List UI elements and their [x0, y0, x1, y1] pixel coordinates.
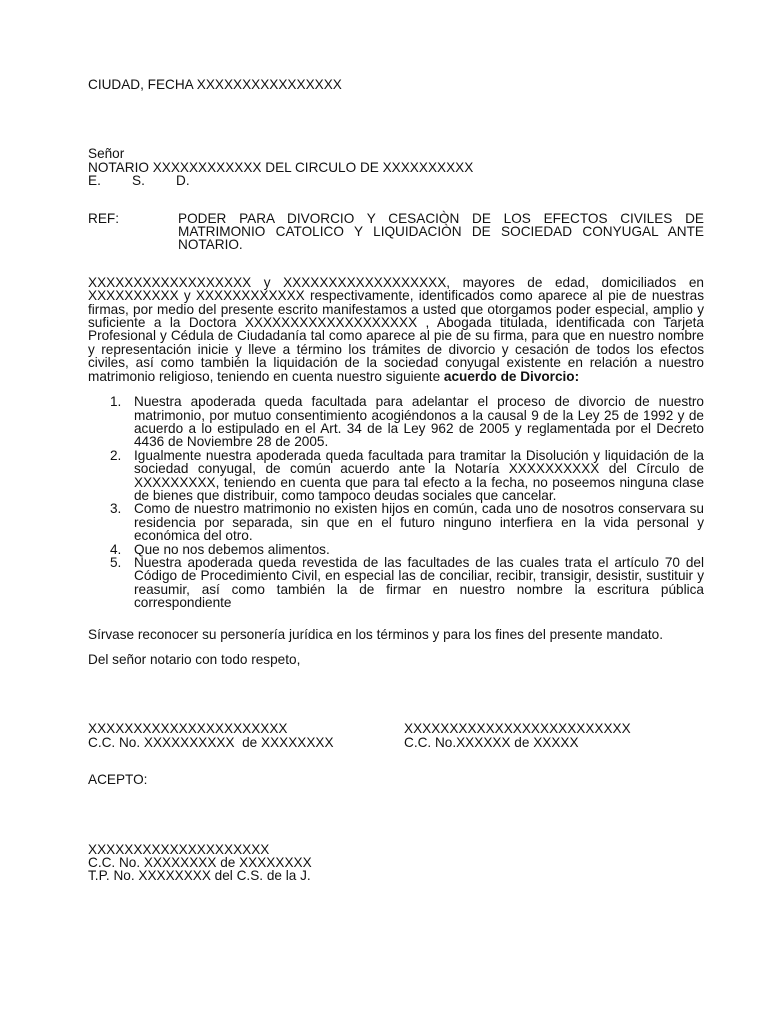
list-item [110, 395, 704, 449]
signature-left-name: XXXXXXXXXXXXXXXXXXXXXX [88, 721, 288, 737]
intro-text: XXXXXXXXXXXXXXXXXX y XXXXXXXXXXXXXXXXXX, mayores de edad, domiciliados en XXXXXXXXXX y XXXXXXXXXXXX respectivamente, identificados como aparece al pie de nuestras firmas, por medio del presente escrito manifestamos a usted que otorgamos poder especial, amplio y suficiente a la Doctora XXXXXXXXXXXXXXXXXXX , Abogada titulada, identificada con Tarjeta Profesional y Cédula de Ciudadanía tal como aparece al pie de su firma, para que en nuestro nombre y representación inicie y lleve a término los trámites de divorcio y cesación de todos los efectos civiles, así como también la liquidación de la sociedad conyugal existente en relación a nuestro matrimonio religioso, teniendo en cuenta nuestro siguiente [88, 274, 704, 384]
esd-line [88, 174, 704, 187]
spacer [88, 787, 704, 843]
intro-bold-text: acuerdo de Divorcio: [443, 368, 580, 384]
list-item-text: Nuestra apoderada queda facultada para adelantar el proceso de divorcio de nuestro matrimonio, por mutuo consentimiento acogiéndonos a la causal 9 de la Ley 25 de 1992 y de acuerdo a lo estipulado en el Art. 34 de la Ley 962 de 2005 y reglamentada por el Decreto 4436 de Noviembre 28 de 2005. [134, 394, 704, 450]
spacer [88, 666, 704, 722]
notary-line: NOTARIO XXXXXXXXXXXX DEL CIRCULO DE XXXXXXXXXX [88, 159, 474, 175]
list-item-text: Igualmente nuestra apoderada queda facultada para tramitar la Disolución y liquidación de la sociedad conyugal, de común acuerdo ante la Notaría XXXXXXXXXX del Círculo de XXXXXXXXX, teniendo en cuenta que para tal efecto a la fecha, no poseemos ninguna clase de bienes que distribuir, como tampoco deudas sociales que cancelar. [134, 447, 704, 503]
spacer [88, 252, 704, 276]
list-item [110, 543, 704, 556]
agreement-list [88, 395, 704, 610]
farewell-line: Del señor notario con todo respeto, [88, 652, 301, 667]
accept-tp: T.P. No. XXXXXXXX del C.S. de la J. [88, 868, 311, 884]
list-item [110, 449, 704, 503]
list-item-number: 5. [110, 554, 122, 570]
reference-block [88, 212, 704, 252]
spacer [88, 188, 704, 212]
list-item-text: Nuestra apoderada queda revestida de las facultades de las cuales trata el artículo 70 del Código de Procedimiento Civil, en especial las de conciliar, recibir, transigir, desistir, sustituir y reasumir, así como también la de firmar en nuestro nombre la escritura pública correspondiente [134, 554, 704, 611]
esd-e: E. [88, 173, 101, 189]
salutation: Señor [88, 146, 125, 162]
reference-label: REF: [88, 210, 119, 226]
list-item-text: Como de nuestro matrimonio no existen hijos en común, cada uno de nosotros conservara su residencia por separada, sin que en el futuro ninguno interfiera en la vida personal y económica del otro. [134, 501, 704, 544]
spacer [88, 749, 704, 773]
list-item [110, 502, 704, 542]
signature-block [88, 722, 704, 749]
list-item-number: 2. [110, 447, 122, 463]
signature-left-id: C.C. No. XXXXXXXXXX de XXXXXXXX [88, 734, 334, 750]
accept-id: C.C. No. XXXXXXXX de XXXXXXXX [88, 855, 312, 871]
list-item-number: 1. [110, 394, 122, 410]
accept-label: ACEPTO: [88, 772, 148, 788]
list-item-text: Que no nos debemos alimentos. [134, 541, 330, 557]
date-line: CIUDAD, FECHA XXXXXXXXXXXXXXXX [88, 77, 342, 92]
reference-text: PODER PARA DIVORCIO Y CESACIÒN DE LOS EFECTOS CIVILES DE MATRIMONIO CATOLICO Y LIQUIDACIÒN DE SOCIEDAD CONYUGAL ANTE NOTARIO. [178, 210, 704, 253]
signature-right-name: XXXXXXXXXXXXXXXXXXXXXXXXX [404, 721, 631, 737]
letter-document [88, 78, 704, 883]
esd-d: D. [176, 173, 190, 189]
list-item-number: 4. [110, 541, 122, 557]
intro-paragraph [88, 276, 704, 383]
spacer [88, 610, 704, 628]
esd-s: S. [132, 173, 145, 189]
list-item [110, 556, 704, 610]
spacer [88, 91, 704, 147]
closing-paragraph: Sírvase reconocer su personería jurídica en los términos y para los fines del presente mandato. [88, 626, 664, 642]
accept-name: XXXXXXXXXXXXXXXXXXXX [88, 841, 270, 857]
signature-left [88, 722, 404, 749]
signature-right-id: C.C. No.XXXXXX de XXXXX [404, 734, 579, 750]
signature-right [404, 722, 704, 749]
list-item-number: 3. [110, 501, 122, 517]
